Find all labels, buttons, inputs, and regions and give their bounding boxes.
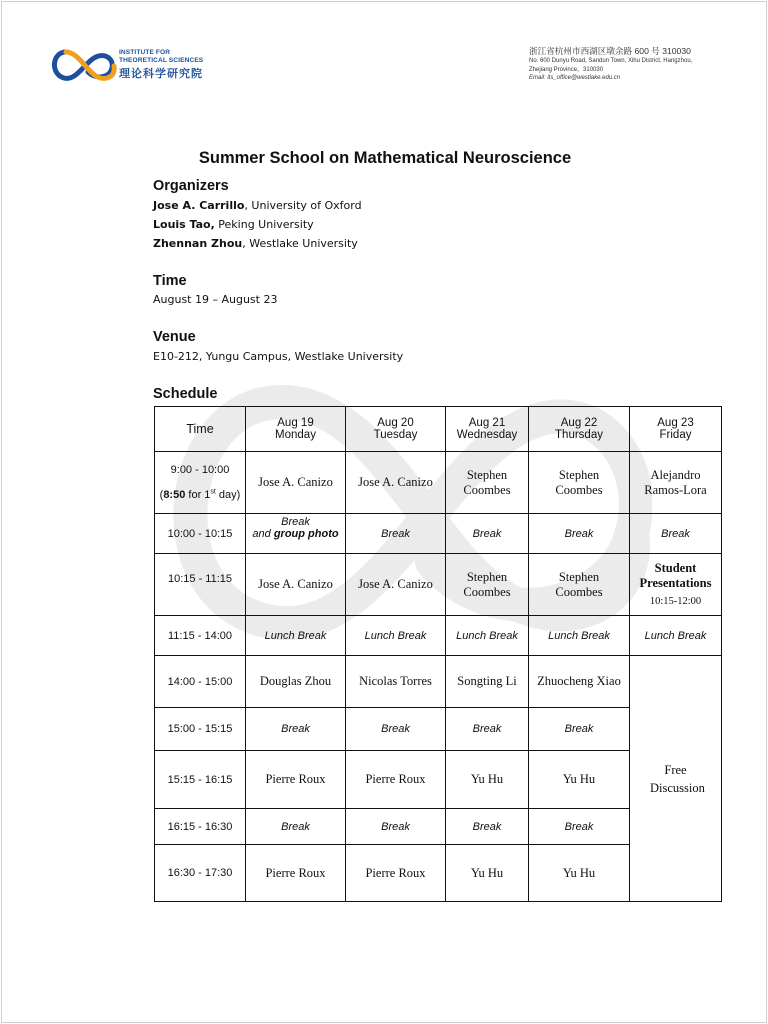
session-cell: Nicolas Torres: [346, 656, 446, 708]
session-cell: Stephen Coombes: [529, 452, 630, 514]
organizer-2-affiliation: Peking University: [214, 218, 314, 231]
break-cell: Break: [446, 708, 529, 751]
session-cell: Jose A. Canizo: [346, 554, 446, 616]
session-cell: Songting Li: [446, 656, 529, 708]
venue-heading: Venue: [153, 329, 196, 345]
day-header: [446, 407, 529, 452]
day-date: Aug 21: [468, 417, 506, 429]
time-cell: [155, 452, 246, 514]
time-value: August 19 – August 23: [153, 293, 278, 306]
email-address: Email: its_office@westlake.edu.cn: [529, 75, 621, 81]
address-block: [529, 45, 749, 83]
time-cell: 16:30 - 17:30: [155, 845, 246, 902]
note-start-time: 8:50: [163, 488, 186, 501]
organizer-1-affiliation: , University of Oxford: [244, 199, 362, 212]
address-en-1: No. 600 Dunyu Road, Sandun Town, Xihu District, Hangzhou,: [529, 58, 693, 64]
note-open: (: [159, 488, 164, 501]
session-cell: Zhuocheng Xiao: [529, 656, 630, 708]
time-range: 9:00 - 10:00: [170, 464, 230, 477]
session-cell: Yu Hu: [529, 751, 630, 809]
document-page: [1, 1, 767, 1023]
day-date: Aug 20: [377, 417, 414, 429]
day-name: Friday: [659, 429, 692, 441]
day-name: Thursday: [555, 429, 603, 441]
organizer-3-affiliation: , Westlake University: [242, 237, 358, 250]
lunch-cell: Lunch Break: [630, 616, 722, 656]
break-cell: Break: [529, 514, 630, 554]
day-name: Wednesday: [456, 429, 518, 441]
time-note: [160, 489, 241, 501]
lunch-cell: Lunch Break: [529, 616, 630, 656]
session-cell: Douglas Zhou: [246, 656, 346, 708]
break-cell: Break: [246, 708, 346, 751]
break-cell: Break: [529, 809, 630, 845]
group-photo-prefix: and: [252, 528, 274, 540]
table-row: [155, 514, 722, 554]
table-header-row: [155, 407, 722, 452]
session-cell: Stephen Coombes: [446, 452, 529, 514]
day-date: Aug 23: [657, 417, 694, 429]
day-name: Tuesday: [373, 429, 418, 441]
organizer-3-name: Zhennan Zhou: [153, 237, 243, 250]
session-cell: Jose A. Canizo: [246, 554, 346, 616]
student-presentations-cell: [630, 554, 722, 616]
day-header: [246, 407, 346, 452]
session-cell: Yu Hu: [529, 845, 630, 902]
break-cell: Break: [346, 809, 446, 845]
table-row: [155, 616, 722, 656]
break-cell: Break: [246, 809, 346, 845]
time-cell: 14:00 - 15:00: [155, 656, 246, 708]
day-header: [630, 407, 722, 452]
lunch-cell: Lunch Break: [446, 616, 529, 656]
time-cell: 11:15 - 14:00: [155, 616, 246, 656]
free-discussion-cell: [630, 656, 722, 902]
session-cell: Yu Hu: [446, 751, 529, 809]
break-cell: Break: [346, 708, 446, 751]
break-cell: Break: [630, 514, 722, 554]
logo-text-en-1: INSTITUTE FOR: [119, 49, 171, 56]
time-cell: 15:00 - 15:15: [155, 708, 246, 751]
session-cell: Pierre Roux: [246, 845, 346, 902]
break-cell: Break: [446, 809, 529, 845]
time-cell: 15:15 - 16:15: [155, 751, 246, 809]
schedule-heading: Schedule: [153, 386, 218, 402]
time-column-header: Time: [155, 407, 246, 452]
time-cell: 10:00 - 10:15: [155, 514, 246, 554]
group-photo-label: [252, 528, 338, 540]
session-cell: Stephen Coombes: [529, 554, 630, 616]
session-cell: Jose A. Canizo: [246, 452, 346, 514]
time-cell: 10:15 - 11:15: [155, 554, 246, 616]
page-title: Summer School on Mathematical Neuroscience: [198, 149, 572, 167]
day-name: Monday: [275, 429, 316, 441]
group-photo-text: group photo: [273, 528, 339, 540]
organizer-2-name: Louis Tao,: [153, 218, 215, 231]
session-cell: Stephen Coombes: [446, 554, 529, 616]
note-sup: st: [210, 488, 216, 496]
note-close: day): [215, 488, 241, 501]
break-cell: Break: [346, 514, 446, 554]
institute-logo: [48, 44, 208, 86]
lunch-cell: Lunch Break: [246, 616, 346, 656]
organizer-1-name: Jose A. Carrillo: [153, 199, 245, 212]
break-label: Break: [281, 516, 310, 528]
note-mid: for 1: [185, 488, 211, 501]
venue-value: E10-212, Yungu Campus, Westlake University: [153, 350, 404, 363]
table-row: [155, 452, 722, 514]
session-cell: Alejandro Ramos-Lora: [630, 452, 722, 514]
session-cell: Yu Hu: [446, 845, 529, 902]
break-cell: [246, 514, 346, 554]
day-header: [529, 407, 630, 452]
session-cell: Pierre Roux: [246, 751, 346, 809]
free-discussion-label: Free Discussion: [650, 762, 705, 795]
break-cell: Break: [529, 708, 630, 751]
address-en-2: Zhejiang Province，310030: [529, 66, 604, 73]
table-row: [155, 554, 722, 616]
student-presentations-title: Student Presentations: [639, 560, 712, 590]
organizer-1: [153, 199, 362, 212]
organizers-heading: Organizers: [153, 178, 229, 194]
time-heading: Time: [153, 273, 187, 289]
session-cell: Jose A. Canizo: [346, 452, 446, 514]
lunch-cell: Lunch Break: [346, 616, 446, 656]
day-header: [346, 407, 446, 452]
schedule-table: [154, 406, 722, 902]
table-row: [155, 656, 722, 708]
organizer-3: [153, 237, 358, 250]
day-date: Aug 22: [560, 417, 598, 429]
organizer-2: [153, 218, 314, 231]
time-cell: 16:15 - 16:30: [155, 809, 246, 845]
session-cell: Pierre Roux: [346, 751, 446, 809]
institute-logo-icon: [48, 44, 118, 86]
address-cn: 浙江省杭州市西湖区墩余路 600 号 310030: [529, 46, 691, 56]
logo-text-cn: 理论科学研究院: [119, 68, 203, 80]
session-cell: Pierre Roux: [346, 845, 446, 902]
student-presentations-time: 10:15-12:00: [649, 595, 702, 607]
logo-text-en-2: THEORETICAL SCIENCES: [119, 57, 204, 64]
day-date: Aug 19: [277, 417, 314, 429]
break-cell: Break: [446, 514, 529, 554]
